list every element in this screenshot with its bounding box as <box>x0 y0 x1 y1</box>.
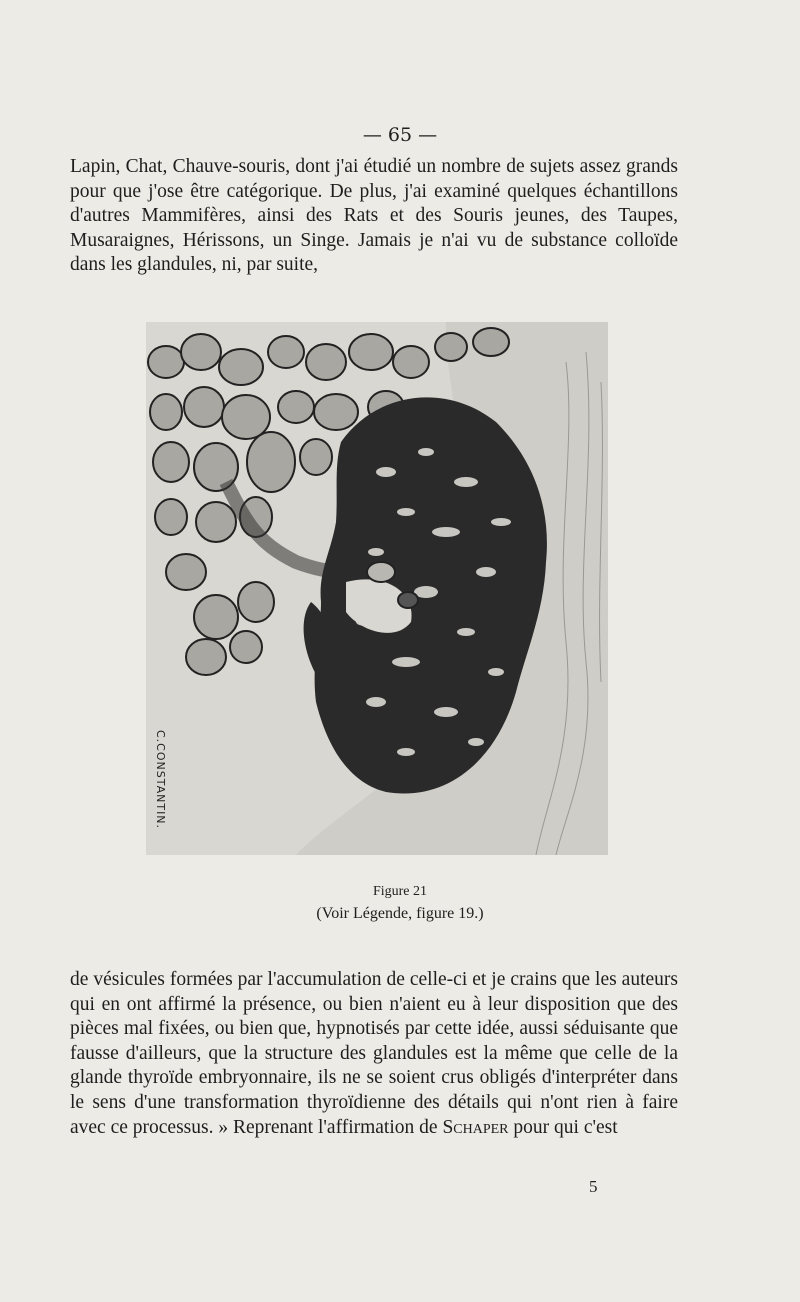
sheet-signature: 5 <box>589 1177 598 1196</box>
micrograph-drawing <box>146 322 608 855</box>
figure-reference: (Voir Légende, figure 19.) <box>316 905 484 922</box>
paragraph-bottom-tail: pour qui c'est <box>513 1116 618 1138</box>
paragraph-bottom-text: de vésicules formées par l'accumulation de celle-ci et je crains que les auteurs qui en ont affirmé la présence, ou bien n'aient eu à leur disposition que des pièces mal fixées, ou bien que, hypnotisés par cette idée, aussi séduisante que fausse d'ailleurs, que la structure des glandules est la même que celle de la glande thyroïde embryonnaire, ils ne se soient crus obligés d'interpréter dans le sens d'une transformation thyroïdienne des détails qui n'ont rien à faire avec ce processus. » Reprenant l'affirmation de <box>70 969 678 1138</box>
paragraph-bottom <box>70 968 678 1140</box>
artist-signature: C.CONSTANTIN. <box>154 730 167 830</box>
author-name: Schaper <box>442 1116 509 1138</box>
paragraph-top: Lapin, Chat, Chauve-souris, dont j'ai étudié un nombre de sujets assez grands pour que j'ose être catégorique. De plus, j'ai examiné quelques échantillons d'autres Mammifères, ainsi des Rats et des Souris jeunes, des Taupes, Musaraignes, Hérissons, un Singe. Jamais je n'ai vu de substance colloïde dans les glandules, ni, par suite, <box>70 156 678 276</box>
page-number: — 65 — <box>362 124 438 146</box>
histology-figure <box>146 322 608 855</box>
figure-label: Figure 21 <box>372 884 428 899</box>
